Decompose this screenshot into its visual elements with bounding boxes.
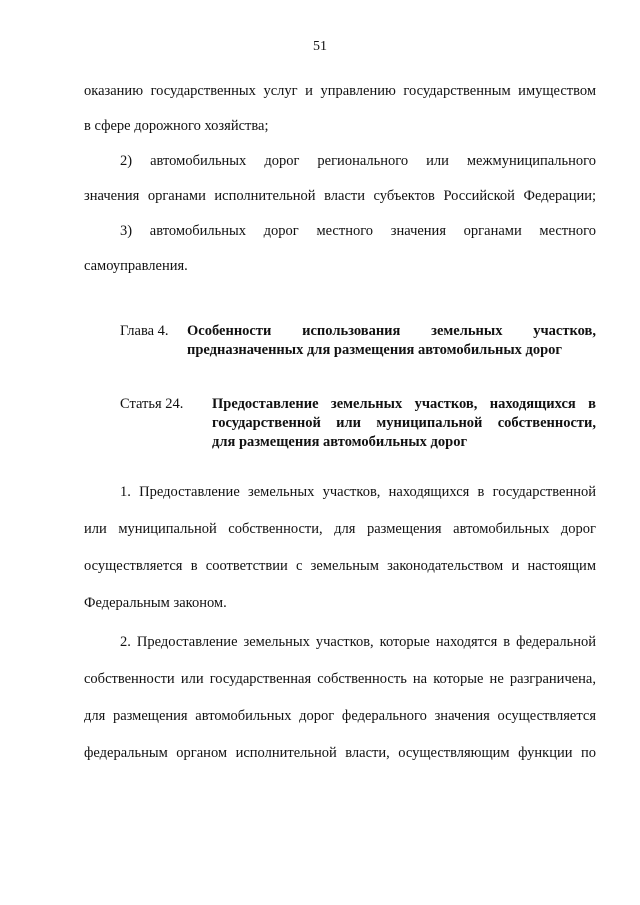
article-title-line: Предоставление земельных участков, находящихся в <box>212 396 596 412</box>
text-line: федеральным органом исполнительной власти, осуществляющим функции по <box>84 745 596 761</box>
article-heading <box>120 395 596 455</box>
text-line: собственности или государственная собственность на которые не разграничена, <box>84 671 596 687</box>
text-line: осуществляется в соответствии с земельным законодательством и настоящим <box>84 558 596 574</box>
text-line: самоуправления. <box>84 258 188 274</box>
article-title-line: для размещения автомобильных дорог <box>212 434 468 450</box>
text-line: 3) автомобильных дорог местного значения органами местного <box>120 223 596 239</box>
text-line: 2. Предоставление земельных участков, которые находятся в федеральной <box>120 634 596 650</box>
text-line: в сфере дорожного хозяйства; <box>84 118 269 134</box>
article-label: Статья 24. <box>120 396 184 412</box>
chapter-title-line: Особенности использования земельных участков, <box>187 323 596 339</box>
article-title-line: государственной или муниципальной собственности, <box>212 415 596 431</box>
text-line: 1. Предоставление земельных участков, находящихся в государственной <box>120 484 596 500</box>
text-line: Федеральным законом. <box>84 595 227 611</box>
text-line: 2) автомобильных дорог регионального или межмуниципального <box>120 153 596 169</box>
page-number: 51 <box>313 39 327 54</box>
text-line: оказанию государственных услуг и управлению государственным имуществом <box>84 83 596 99</box>
text-line: значения органами исполнительной власти субъектов Российской Федерации; <box>84 188 596 204</box>
chapter-heading <box>120 322 596 362</box>
text-line: или муниципальной собственности, для размещения автомобильных дорог <box>84 521 596 537</box>
text-line: для размещения автомобильных дорог федерального значения осуществляется <box>84 708 596 724</box>
chapter-label: Глава 4. <box>120 323 169 339</box>
chapter-title-line: предназначенных для размещения автомобильных дорог <box>187 342 563 358</box>
